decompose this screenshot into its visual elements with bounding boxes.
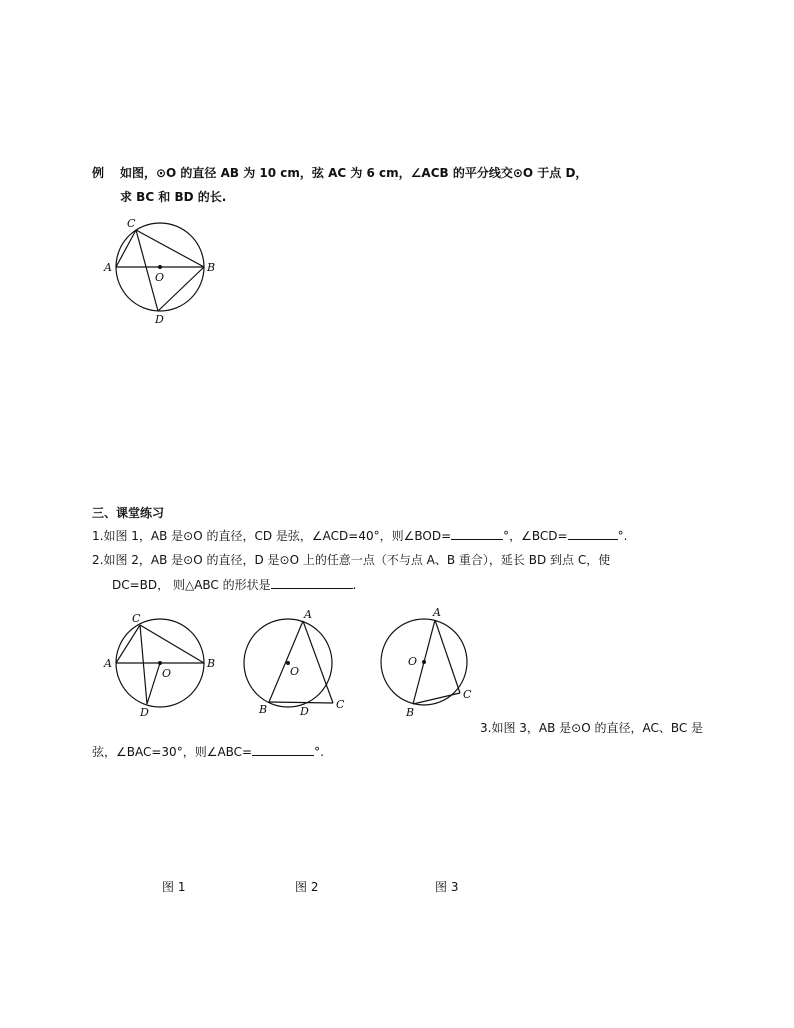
example-line-2: 求 BC 和 BD 的长. [120, 190, 227, 204]
fig1-label-A: A [104, 657, 112, 670]
question-1: 1.如图 1，AB 是⊙O 的直径，CD 是弦，∠ACD=40°，则∠BOD= °，∠BCD= °. [92, 529, 628, 543]
answer-blank-bod[interactable] [451, 527, 503, 540]
example-line-1: 如图，⊙O 的直径 AB 为 10 cm，弦 AC 为 6 cm，∠ACB 的平分线交⊙O 于点 D， [120, 166, 588, 180]
label-B: B [207, 261, 216, 274]
fig1-label-O: O [162, 667, 172, 680]
label-A: A [104, 261, 112, 274]
caption-figure-1: 图 1 [162, 880, 186, 894]
fig1-label-B: B [207, 657, 216, 670]
fig2-label-C: C [336, 698, 345, 711]
question-3-line-1: 3.如图 3，AB 是⊙O 的直径，AC、BC 是 [480, 721, 704, 735]
caption-figure-3: 图 3 [435, 880, 459, 894]
caption-figure-2: 图 2 [295, 880, 319, 894]
fig1-label-C: C [132, 612, 141, 625]
question-2-line-1: 2.如图 2，AB 是⊙O 的直径，D 是⊙O 上的任意一点（不与点 A、B 重合），延长 BD 到点 C，使 [92, 553, 611, 567]
label-O: O [155, 271, 165, 284]
figure-1 [100, 608, 230, 723]
answer-blank-abc[interactable] [252, 743, 314, 756]
figure-3 [375, 605, 485, 720]
fig2-label-B: B [259, 703, 268, 716]
figure-2 [235, 605, 375, 725]
fig3-label-C: C [463, 688, 472, 701]
fig2-label-O: O [290, 665, 300, 678]
example-label: 例 [92, 166, 105, 180]
fig3-label-A: A [433, 606, 441, 619]
section-title: 三、课堂练习 [92, 506, 165, 520]
question-3-line-2: 弦，∠BAC=30°，则∠ABC= °. [92, 745, 324, 759]
question-2-line-2: DC=BD， 则△ABC 的形状是 . [112, 578, 357, 592]
fig1-label-D: D [140, 706, 149, 719]
fig3-label-B: B [406, 706, 415, 719]
label-C: C [127, 217, 136, 230]
fig3-label-O: O [408, 655, 418, 668]
fig2-label-D: D [300, 705, 309, 718]
example-circle-figure [100, 215, 230, 325]
answer-blank-bcd[interactable] [568, 527, 618, 540]
answer-blank-shape[interactable] [271, 576, 353, 589]
label-D: D [155, 313, 164, 326]
fig2-label-A: A [304, 608, 312, 621]
